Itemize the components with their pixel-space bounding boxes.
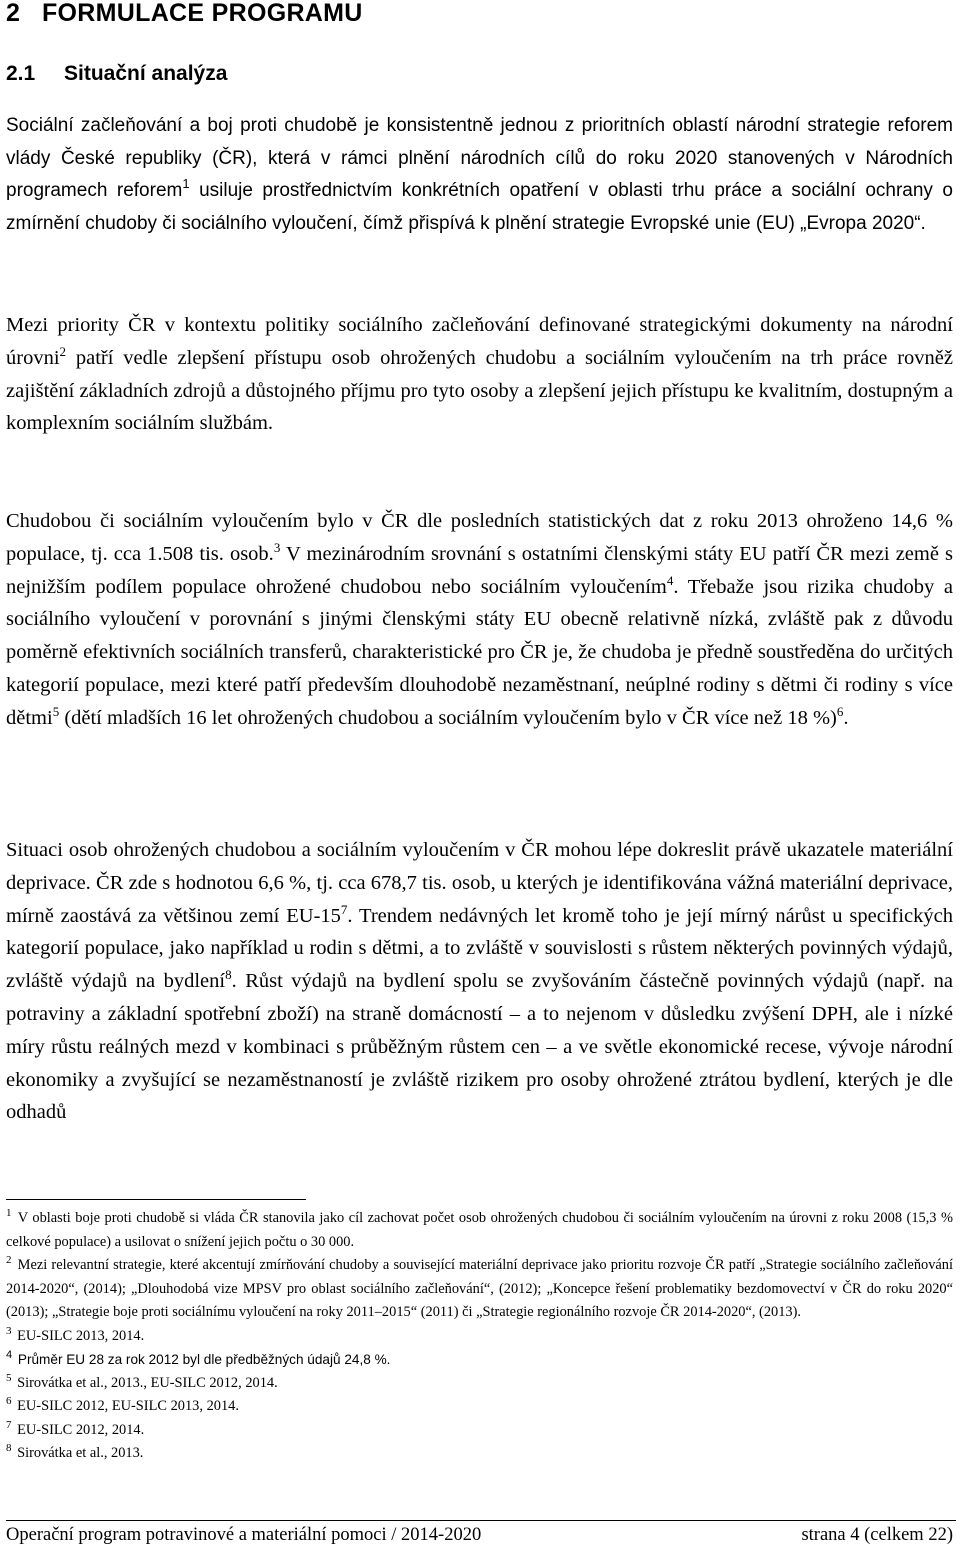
footnote-number: 1 <box>6 1207 12 1219</box>
footnote-number: 5 <box>6 1371 12 1384</box>
footnote-4 <box>6 1348 953 1372</box>
chapter-number: 2 <box>6 0 21 27</box>
paragraph-4-text-a: Situaci osob ohrožených chudobou a sociálním vyloučením v ČR mohou lépe dokreslit právě ukazatele materiální deprivace. ČR zde s hodnotou 6,6 %, tj. cca 678,7 tis. osob, u kterých je identifikována vážná materiální deprivace, mírně zaostává za většinou zemí EU-15 <box>6 839 953 927</box>
footnote-ref-4: 4 <box>666 572 674 588</box>
footer-page-number: strana 4 (celkem 22) <box>801 1525 953 1545</box>
paragraph-4-text-c: . Růst výdajů na bydlení spolu se zvyšováním částečně povinných výdajů (např. na potraviny a základní spotřební zboží) na straně domácností – a to nejenom v důsledku zvýšení DPH, ale i nízké míry růstu reálných mezd v kombinaci s průběžným růstem cen – a ve světle ekonomické recese, vývoje národní ekonomiky a zvyšující se nezaměstnaností je zvláště rizikem pro osoby ohrožené ztrátou bydlení, kterých je dle odhadů <box>6 970 953 1124</box>
footnote-text: Sirovátka et al., 2013. <box>13 1445 144 1461</box>
paragraph-2-text-a: Mezi priority ČR v kontextu politiky sociálního začleňování definované strategickými dokumenty na národní úrovni <box>6 314 953 369</box>
footnote-number: 2 <box>6 1254 12 1266</box>
footnote-ref-6: 6 <box>836 703 844 719</box>
footnote-5 <box>6 1372 953 1396</box>
chapter-heading <box>6 0 363 30</box>
paragraph-1-text-a: Sociální začleňování a boj proti chudobě je konsistentně jednou z prioritních oblastí národní strategie reforem vlády České republiky (ČR), která v rámci plnění národních cílů do roku 2020 stanovených v Národních programech reforem <box>6 115 953 201</box>
footnote-text: EU-SILC 2012, EU-SILC 2013, 2014. <box>13 1398 239 1414</box>
footnote-number: 8 <box>6 1442 12 1454</box>
paragraph-4-text-b: . Trendem nedávných let kromě toho je její mírný nárůst u specifických kategorií populace, jako například u rodin s dětmi, a to zvláště v souvislosti s růstem některých povinných výdajů, zvláště výdajů na bydlení <box>6 904 953 993</box>
footnote-ref-7: 7 <box>340 901 348 917</box>
footnote-8 <box>6 1442 953 1466</box>
section-number: 2.1 <box>6 62 36 85</box>
paragraph-3-text-e: . <box>843 706 849 729</box>
paragraph-3-text-c: . Třebaže jsou rizika chudoby a sociálního vyloučení v porovnání s jinými členskými státy EU obecně relativně nízká, zvláště pak z důvodu poměrně efektivních sociálních transferů, charakteristické pro ČR je, že chudoba je předně soustředěna do určitých kategorií populace, mezi které patří především dlouhodobě nezaměstnaní, neúplné rodiny s dětmi či rodiny s více dětmi <box>6 575 953 729</box>
footnote-separator <box>6 1199 306 1200</box>
footnote-3 <box>6 1325 953 1349</box>
paragraph-1-text-b: usiluje prostřednictvím konkrétních opatření v oblasti trhu práce a sociální ochrany o zmírnění chudoby či sociálního vyloučení, čímž přispívá k plnění strategie Evropské unie (EU) „Evropa 2020“. <box>6 180 953 234</box>
footer-title: Operační program potravinové a materiální pomoci / 2014-2020 <box>6 1525 482 1545</box>
footnote-text: Průměr EU 28 za rok 2012 byl dle předběžných údajů 24,8 %. <box>14 1352 391 1367</box>
chapter-title: FORMULACE PROGRAMU <box>41 0 363 27</box>
footnote-ref-5: 5 <box>52 703 60 719</box>
footnote-1 <box>6 1207 953 1254</box>
footnote-number: 6 <box>6 1395 12 1407</box>
footnote-text: Sirovátka et al., 2013., EU-SILC 2012, 2014. <box>13 1374 278 1391</box>
footnote-text: EU-SILC 2013, 2014. <box>13 1327 145 1344</box>
footnote-2 <box>6 1254 953 1325</box>
footnotes <box>6 1207 953 1466</box>
paragraph-1 <box>6 110 953 240</box>
footnote-number: 4 <box>6 1349 13 1361</box>
footnote-text: V oblasti boje proti chudobě si vláda ČR stanovila jako cíl zachovat počet osob ohrožených chudobou či sociálním vyloučením na úrovni z roku 2008 (15,3 % celkové populace) a usilovat o snížení jejich počtu o 30 000. <box>6 1210 953 1250</box>
footnote-ref-8: 8 <box>225 967 232 983</box>
footnote-ref-2: 2 <box>59 343 67 359</box>
footnote-ref-1: 1 <box>182 176 190 191</box>
paragraph-3-text-a: Chudobou či sociálním vyloučením bylo v ČR dle posledních statistických dat z roku 2013 ohroženo 14,6 % populace, tj. cca 1.508 tis. osob. <box>6 510 953 565</box>
footnote-number: 7 <box>6 1418 12 1431</box>
paragraph-3-text-d: (dětí mladších 16 let ohrožených chudobou a sociálním vyloučením bylo v ČR více než 18 %) <box>59 706 837 729</box>
section-title: Situační analýza <box>64 62 228 85</box>
footnote-text: EU-SILC 2012, 2014. <box>13 1421 145 1438</box>
paragraph-2-text-b: patří vedle zlepšení přístupu osob ohrožených chudobu a sociálním vyloučením na trh práce rovněž zajištění základních zdrojů a důstojného příjmu pro tyto osoby a zlepšení jejich přístupu ke kvalitním, dostupným a komplexním sociálním službám. <box>6 346 953 435</box>
footnote-ref-3: 3 <box>273 539 281 555</box>
footer-separator <box>6 1520 956 1521</box>
paragraph-2 <box>6 309 953 440</box>
footnote-number: 3 <box>6 1324 12 1337</box>
section-heading <box>6 60 227 88</box>
paragraph-3-text-b: V mezinárodním srovnání s ostatními členskými státy EU patří ČR mezi země s nejnižším podílem populace ohrožené chudobou nebo sociálním vyloučením <box>6 542 953 598</box>
paragraph-3 <box>6 505 953 735</box>
footnote-text: Mezi relevantní strategie, které akcentují zmírňování chudoby a související materiální deprivace jako prioritu rozvoje ČR patří „Strategie sociálního začleňování 2014-2020“, (2014); „Dlouhodobá vize MPSV pro oblast sociálního začleňování“, (2012); „Koncepce řešení problematiky bezdomovectví v ČR do roku 2020“ (2013); „Strategie boje proti sociálnímu vyloučení na roky 2011–2015“ (2011) či „Strategie regionálního rozvoje ČR 2014-2020“, (2013). <box>6 1257 953 1320</box>
footnote-7 <box>6 1419 953 1443</box>
paragraph-4 <box>6 834 953 1129</box>
footnote-6 <box>6 1395 953 1419</box>
